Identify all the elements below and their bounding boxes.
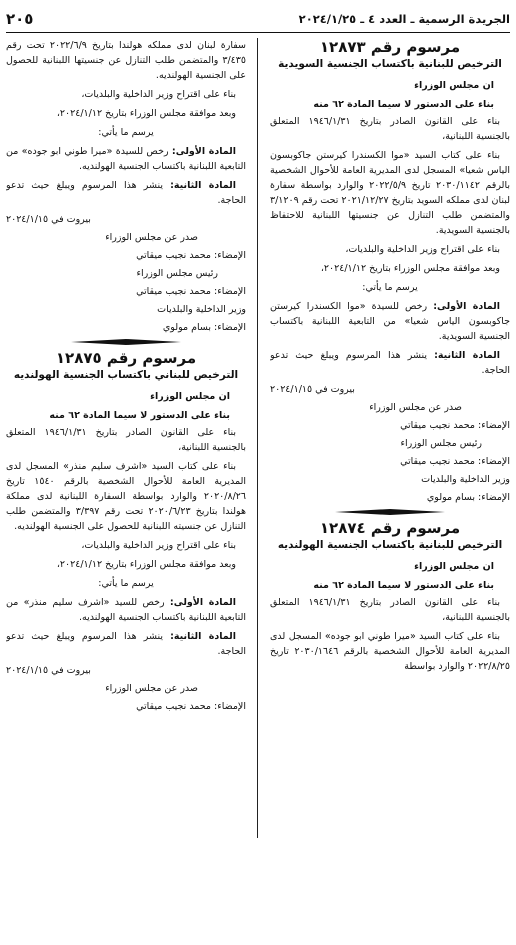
issued-by: صدر عن مجلس الوزراء: [105, 232, 198, 243]
signature-president: الإمضاء: محمد نجيب ميقاتي: [136, 250, 246, 261]
article-1: [6, 595, 246, 625]
decree-number: مرسوم رقم ١٢٨٧٣: [319, 38, 461, 56]
article-2: [6, 629, 246, 659]
basis-proposal: بناء على اقتراح وزير الداخلية والبلديات،: [81, 89, 236, 100]
basis-letter-part1: بناء على كتاب السيد «ميرا طوني ابو جوده» المسجل لدى المديرية العامة للأحوال الشخصية بالرقم ٢٠٣٠/١٦٤٦ تاريخ ٢٠٢٢/٨/٢٥ والوارد بواسطة: [270, 631, 510, 672]
basis-letter: بناء على كتاب السيد «موا الكسندرا كيرستن جاكوبسون الياس شعيا» المسجل لدى المديرية العامة للأحوال الشخصية بالرقم ٢٠٣٠/١١٤٢ تاريخ ٢٠٢٢/٥/٩ والوارد بواسطة سفارة لبنان لدى مملكه السويد بتاريخ ٢٠٢١/١٢/٢٧ تحت رقم ٣/١٢٠٩ والمتضمن طلب التنازل عن جنسيتها اللبنانية للاحتفاظ بالجنسية السويدية.: [270, 150, 510, 236]
decree-title: الترخيص للبنانية باكتساب الجنسية السويدية: [278, 58, 502, 70]
basis-approval: وبعد موافقة مجلس الوزراء بتاريخ ٢٠٢٤/١/١٢،: [56, 108, 236, 119]
basis-proposal: بناء على اقتراح وزير الداخلية والبلديات،: [81, 540, 236, 551]
issued-by: صدر عن مجلس الوزراء: [105, 683, 198, 694]
column-divider: [257, 38, 258, 838]
decree-title: الترخيص للبنانية باكتساب الجنسية الهولنديه: [277, 539, 503, 551]
article-1: [6, 144, 246, 174]
signature-pm: الإمضاء: محمد نجيب ميقاتي: [136, 286, 246, 297]
article-2-text: ينشر هذا المرسوم ويبلغ حيث تدعو الحاجة.: [6, 180, 246, 206]
place-date: بيروت في ٢٠٢٤/١/١٥: [6, 665, 91, 676]
decree-line: يرسم ما يأتي:: [98, 127, 154, 138]
decree-title: الترخيص للبناني باكتساب الجنسية الهولنديه: [13, 369, 239, 381]
basis-letter-part2: سفارة لبنان لدى مملكه هولندا بتاريخ ٢٠٢٢/٦/٩ تحت رقم ٣/٤٣٥ والمتضمن طلب التنازل عن جنسيتها اللبنانية للحصول على الجنسية الهولنديه.: [6, 40, 246, 81]
left-column: [6, 38, 246, 938]
right-column: [270, 38, 510, 938]
pm-title: رئيس مجلس الوزراء: [400, 438, 482, 449]
section-divider: [335, 509, 445, 515]
decree-12874: [270, 521, 510, 674]
decree-number: مرسوم رقم ١٢٨٧٤: [319, 519, 461, 537]
article-2-label: المادة الثانية:: [434, 350, 500, 361]
gazette-issue-title: الجريدة الرسمية ـ العدد ٤ ـ ٢٠٢٤/١/٢٥: [298, 12, 510, 26]
article-2: [270, 348, 510, 378]
basis-letter: بناء على كتاب السيد «اشرف سليم منذر» المسجل لدى المديرية العامة للأحوال الشخصية بالرقم ١٥٤٠ تاريخ ٢٠٢٠/٨/٢٦ والوارد بواسطة السفارة اللبنانية لدى مملكة هولندا بتاريخ ٢٠٢٠/٦/٢٣ تحت رقم ٣/٣٩٧ والمتضمن طلب التنازل عن جنسيته اللبنانية للحصول على الجنسية الهولنديه.: [6, 461, 246, 532]
article-1-text: رخص للسيدة «ميرا طوني ابو جوده» من التابعية اللبنانية باكتساب الجنسية الهولنديه.: [6, 146, 246, 172]
article-2-text: ينشر هذا المرسوم ويبلغ حيث تدعو الحاجة.: [6, 631, 246, 657]
signature-pm: الإمضاء: محمد نجيب ميقاتي: [400, 456, 510, 467]
signature-president: الإمضاء: محمد نجيب ميقاتي: [400, 420, 510, 431]
place-date: بيروت في ٢٠٢٤/١/١٥: [270, 384, 355, 395]
basis-constitution: بناء على الدستور لا سيما المادة ٦٢ منه: [313, 580, 494, 591]
page-number: ٢٠٥: [6, 10, 34, 28]
basis-proposal: بناء على اقتراح وزير الداخلية والبلديات،: [345, 244, 500, 255]
article-1-text: رخص للسيدة «موا الكسندرا كيرستن جاكوبسون الياس شعيا» من التابعية اللبنانية باكتساب الجنسية السويدية.: [270, 301, 510, 342]
basis-constitution: بناء على الدستور لا سيما المادة ٦٢ منه: [49, 410, 230, 421]
basis-law: بناء على القانون الصادر بتاريخ ١٩٤٦/١/٣١ المتعلق بالجنسية اللبنانية،: [6, 427, 246, 453]
decree-number: مرسوم رقم ١٢٨٧٥: [55, 349, 197, 367]
article-2-label: المادة الثانية:: [170, 180, 236, 191]
article-2: [6, 178, 246, 208]
signature-president: الإمضاء: محمد نجيب ميقاتي: [136, 701, 246, 712]
minister-title: وزير الداخلية والبلديات: [421, 474, 510, 485]
basis-approval: وبعد موافقة مجلس الوزراء بتاريخ ٢٠٢٤/١/١٢،: [56, 559, 236, 570]
signature-minister: الإمضاء: بسام مولوي: [162, 322, 246, 333]
decree-line: يرسم ما يأتي:: [362, 282, 418, 293]
article-1: [270, 299, 510, 344]
minister-title: وزير الداخلية والبلديات: [157, 304, 246, 315]
decree-12873: [270, 40, 510, 505]
issued-by: صدر عن مجلس الوزراء: [369, 402, 462, 413]
article-1-label: المادة الأولى:: [171, 146, 236, 157]
signature-minister: الإمضاء: بسام مولوي: [426, 492, 510, 503]
page-header: [6, 6, 510, 33]
basis-approval: وبعد موافقة مجلس الوزراء بتاريخ ٢٠٢٤/١/١٢،: [320, 263, 500, 274]
decree-12875: [6, 351, 246, 714]
article-1-label: المادة الأولى:: [433, 301, 501, 312]
council-heading: ان مجلس الوزراء: [150, 391, 230, 402]
basis-law: بناء على القانون الصادر بتاريخ ١٩٤٦/١/٣١ المتعلق بالجنسية اللبنانية،: [270, 116, 510, 142]
article-2-label: المادة الثانية:: [170, 631, 236, 642]
place-date: بيروت في ٢٠٢٤/١/١٥: [6, 214, 91, 225]
decree-12874-continued: [6, 38, 246, 335]
council-heading: ان مجلس الوزراء: [414, 561, 494, 572]
council-heading: ان مجلس الوزراء: [414, 80, 494, 91]
article-2-text: ينشر هذا المرسوم ويبلغ حيث تدعو الحاجة.: [270, 350, 510, 376]
basis-constitution: بناء على الدستور لا سيما المادة ٦٢ منه: [313, 99, 494, 110]
decree-line: يرسم ما يأتي:: [98, 578, 154, 589]
basis-law: بناء على القانون الصادر بتاريخ ١٩٤٦/١/٣١ المتعلق بالجنسية اللبنانية،: [270, 597, 510, 623]
pm-title: رئيس مجلس الوزراء: [136, 268, 218, 279]
article-1-text: رخص للسيد «اشرف سليم منذر» من التابعية اللبنانية باكتساب الجنسية الهولنديه.: [6, 597, 246, 623]
article-1-label: المادة الأولى:: [169, 597, 236, 608]
section-divider: [71, 339, 181, 345]
